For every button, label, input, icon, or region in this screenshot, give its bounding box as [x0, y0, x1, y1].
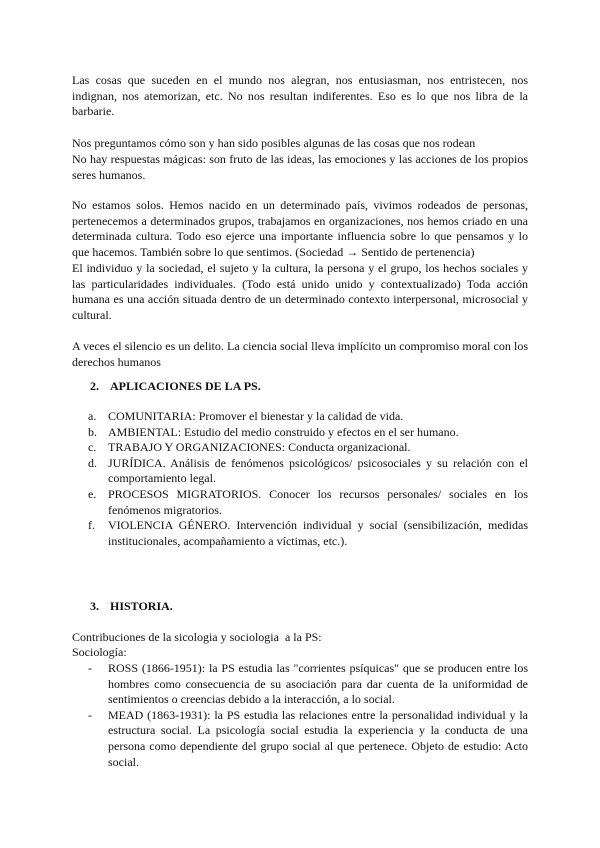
paragraph: No estamos solos. Hemos nacido en un determinado país, vivimos rodeados de personas, pertenecemos a determinados grupos, trabajamos en organizaciones, nos hemos criado en una determinada cultura. Todo eso ejerce una importante influencia sobre lo que pensamos y lo que hacemos. También sobre lo que sentimos. (Sociedad → Sentido de pertenencia) [72, 198, 528, 259]
list-marker: - [88, 661, 92, 675]
list-item [72, 708, 528, 770]
list-text: VIOLENCIA GÉNERO. Intervención individual y social (sensibilización, medidas institucionales, acompañamiento a víctimas, etc.). [108, 518, 528, 548]
list-text: COMUNITARIA: Promover el bienestar y la calidad de vida. [108, 409, 404, 423]
heading-title: HISTORIA. [110, 599, 173, 613]
heading-title: APLICACIONES DE LA PS. [110, 379, 261, 393]
list-text: MEAD (1863-1931): la PS estudia las relaciones entre la personalidad individual y la estructura social. La psicología social estudia la experiencia y la conducta de una persona como dependiente del grupo social al que pertenece. Objeto de estudio: Acto social. [108, 707, 528, 769]
applications-list [72, 409, 528, 549]
list-marker: d. [88, 455, 97, 470]
list-item [72, 518, 528, 549]
list-marker: f. [88, 518, 95, 533]
list-item [72, 425, 528, 441]
list-text: PROCESOS MIGRATORIOS. Conocer los recursos personales/ sociales en los fenómenos migratorios. [108, 486, 528, 517]
list-marker: b. [88, 424, 97, 439]
list-text: TRABAJO Y ORGANIZACIONES: Conducta organizacional. [108, 440, 411, 455]
paragraph: Las cosas que suceden en el mundo nos alegran, nos entusiasman, nos entristecen, nos indignan, nos atemorizan, etc. No nos resultan indiferentes. Eso es lo que nos libra de la barbarie. [72, 73, 528, 119]
list-text: JURÍDICA. Análisis de fenómenos psicológicos/ psicosociales y su relación con el comportamiento legal. [108, 455, 528, 486]
paragraph: El individuo y la sociedad, el sujeto y la cultura, la persona y el grupo, los hechos sociales y las particularidades individuales. (Todo está unido unido y contextualizado) Toda acción humana es una acción situada dentro de un determinado contexto interpersonal, microsocial y cultural. [72, 261, 528, 322]
heading-number: 3. [90, 599, 99, 613]
paragraph: No hay respuestas mágicas: son fruto de las ideas, las emociones y las acciones de los propios seres humanos. [72, 152, 528, 182]
list-text: ROSS (1866-1951): la PS estudia las "corrientes psíquicas" que se producen entre los hombres como consecuencia de su asociación para dar cuenta de la uniformidad de sentimientos o creencias debido a la interacción, a lo social. [108, 661, 528, 707]
section-heading [90, 599, 546, 615]
paragraph: A veces el silencio es un delito. La ciencia social lleva implícito un compromiso moral con los derechos humanos [72, 339, 528, 369]
paragraph: Nos preguntamos cómo son y han sido posibles algunas de las cosas que nos rodean [72, 136, 476, 150]
heading-number: 2. [90, 379, 99, 393]
list-marker: a. [88, 409, 97, 423]
list-item [72, 440, 528, 456]
list-item [72, 661, 528, 708]
section-heading [90, 379, 546, 395]
paragraph: Sociología: [72, 645, 127, 659]
list-marker: c. [88, 440, 97, 455]
list-item [72, 456, 528, 487]
list-item [72, 409, 528, 425]
list-marker: - [88, 707, 92, 722]
list-marker: e. [88, 486, 97, 501]
list-item [72, 487, 528, 518]
paragraph: Contribuciones de la sicologia y sociologia a la PS: [72, 630, 322, 644]
list-text: AMBIENTAL: Estudio del medio construido y efectos en el ser humano. [108, 424, 459, 439]
history-list [72, 661, 528, 770]
